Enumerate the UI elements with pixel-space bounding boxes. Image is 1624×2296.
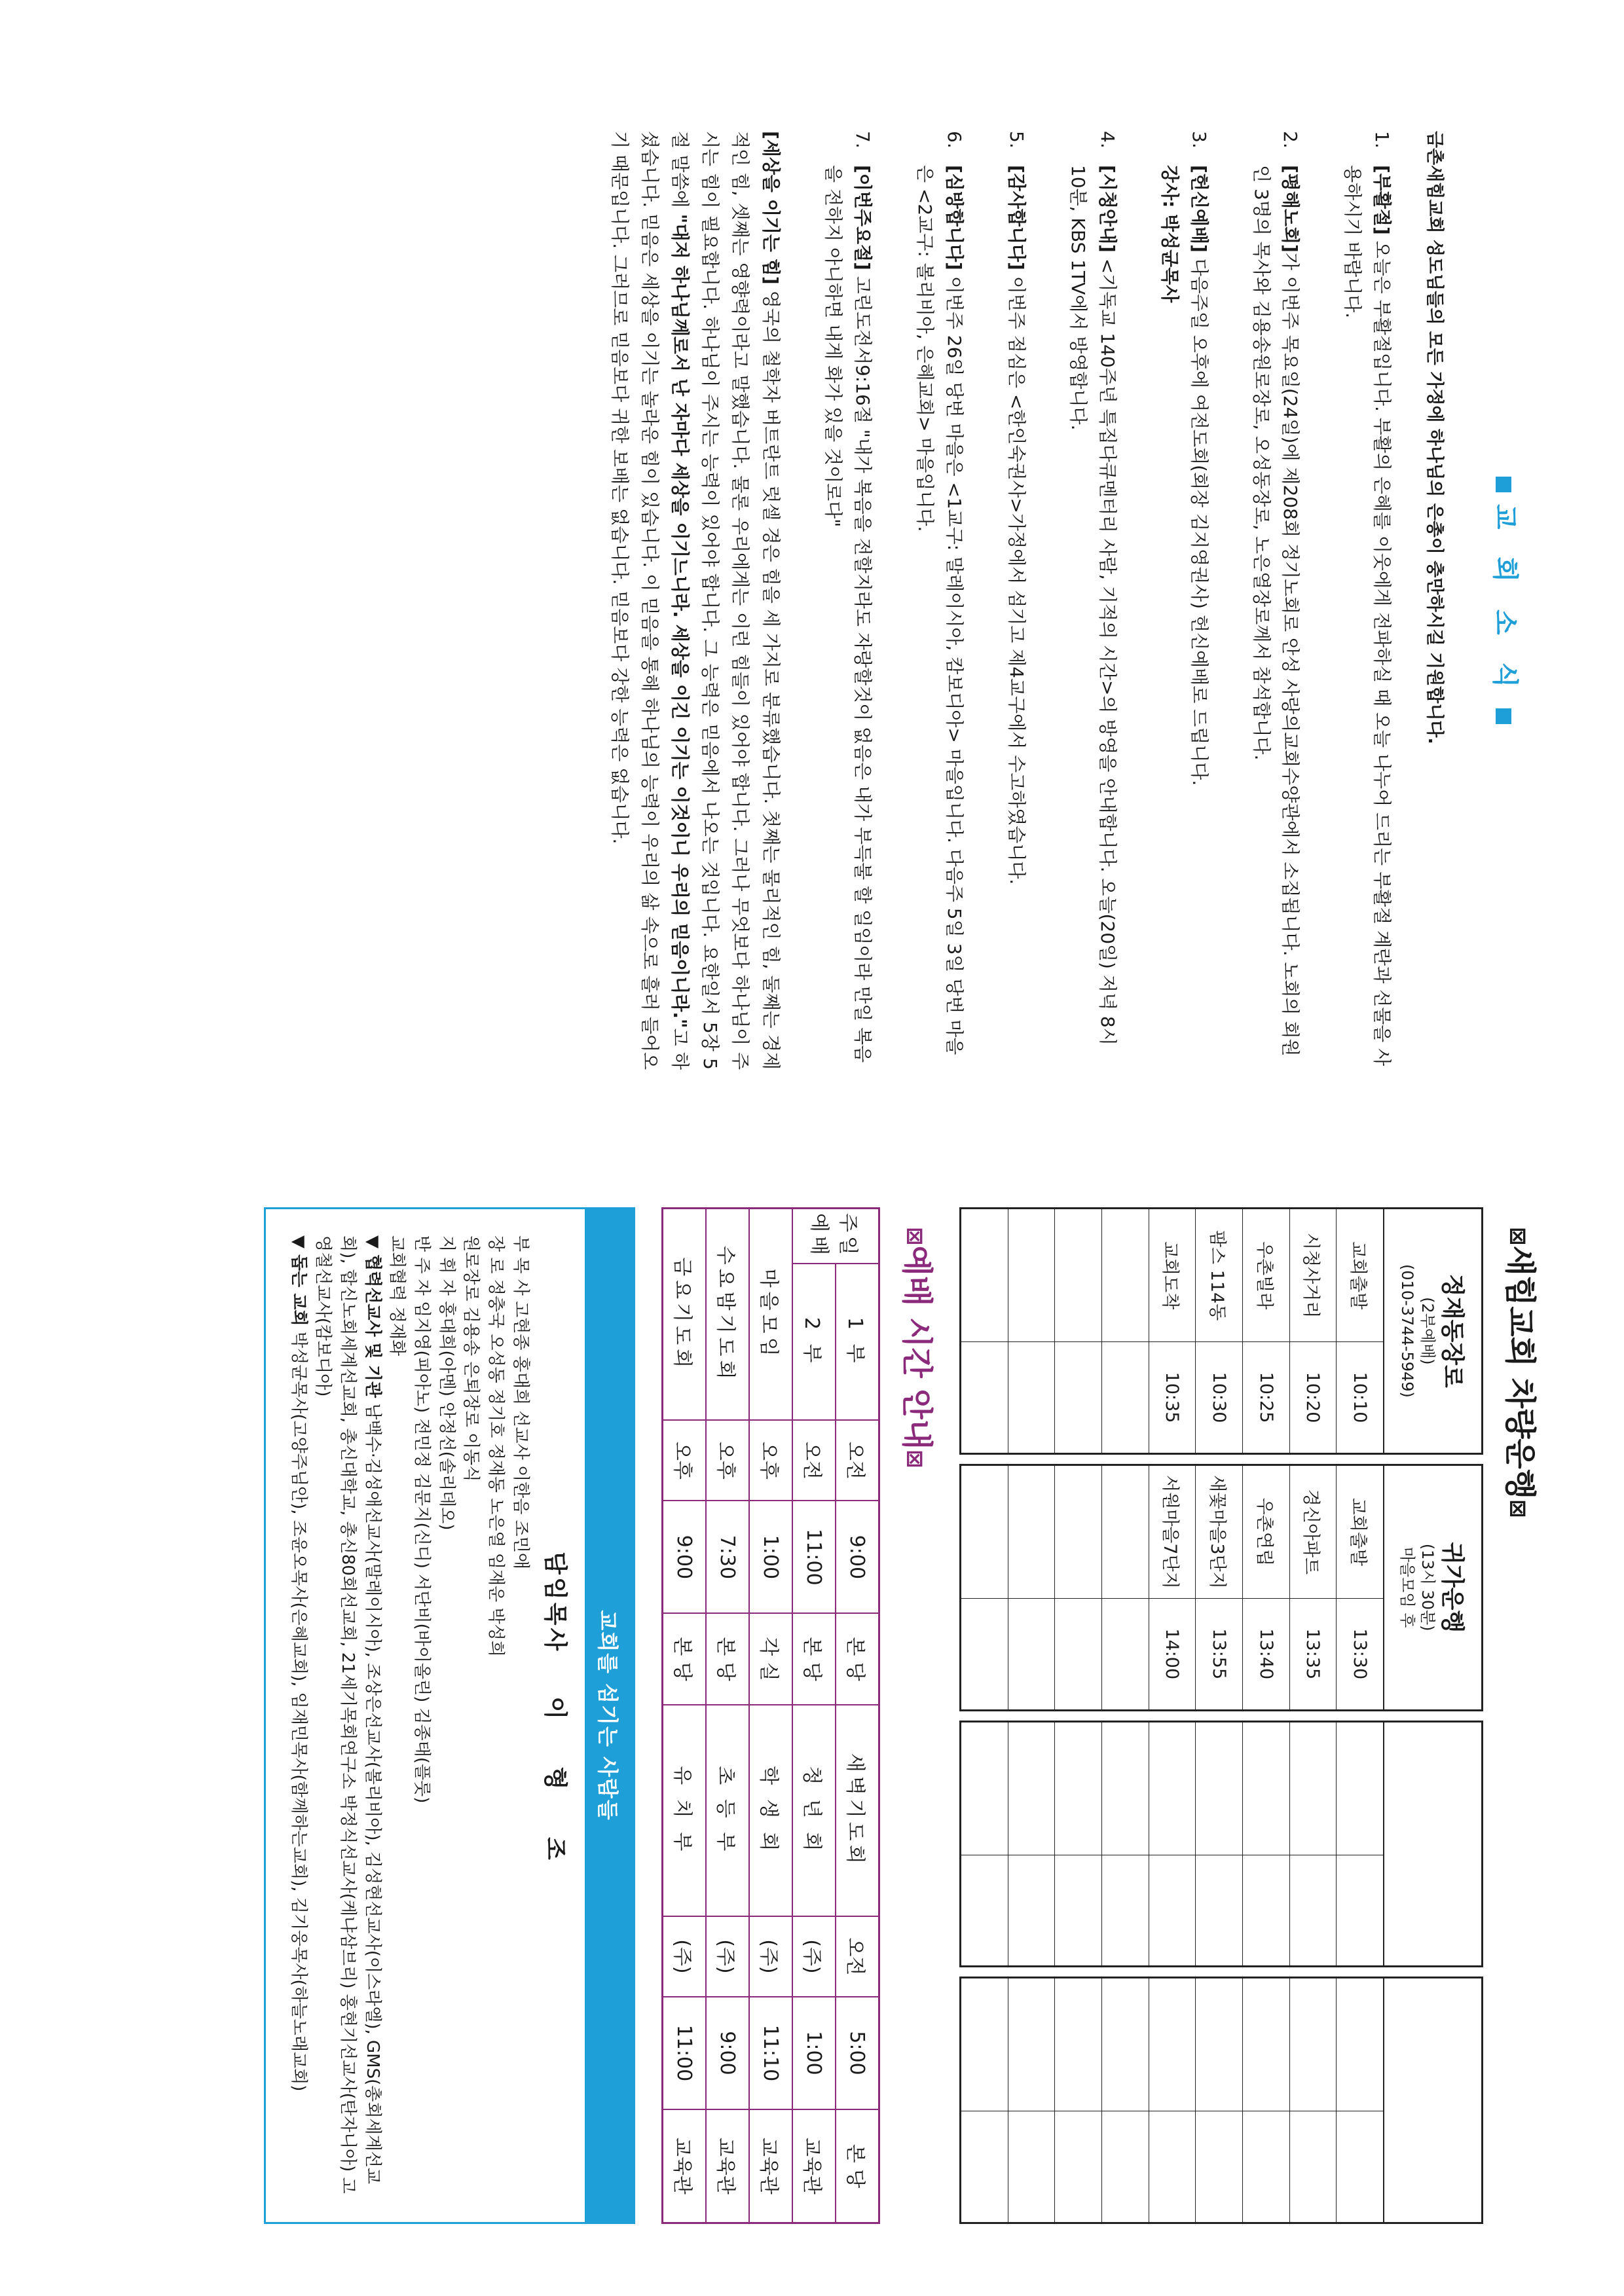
worship-cell: 학 생 회 — [749, 1705, 792, 1916]
church-label: ▼ 돕는 교회 — [288, 1235, 308, 1326]
bus-stop-row — [1195, 1209, 1242, 1453]
bus-stop-place — [1102, 1978, 1149, 2111]
bus-stop-place: 교회출발 — [1337, 1466, 1383, 1599]
news-item-body — [910, 165, 969, 1070]
bus-stop-row — [1289, 1209, 1337, 1453]
worship-cell: 오전 — [836, 1916, 879, 1997]
bus-stop-place — [1243, 1722, 1289, 1855]
bus-stop-time — [1290, 1855, 1337, 1966]
news-item-tag: [감사합니다] — [1005, 165, 1027, 270]
bus-stop-place — [1290, 1722, 1337, 1855]
news-item — [1001, 131, 1031, 1070]
leader-line: 원로장로 김용송 은퇴장로 이동식 — [461, 1235, 481, 1482]
bus-stop-time — [1008, 1342, 1055, 1453]
worship-cell: 새벽기도회 — [836, 1705, 879, 1916]
bus-title: ⊠새힘교회 차량운행⊠ — [1502, 1227, 1538, 1518]
sunday-worship-label: 주일 예배 — [792, 1209, 879, 1264]
worship-cell: 교육관 — [706, 2109, 749, 2223]
closing-rest: 고 하셨습니다. 믿음은 세상을 이기는 놀라운 힘이 있습니다. 이 믿음을 통해 하나님의 능력이 우리의 삶 속으로 흘러 들어오기 때문입니다. 그러므로 믿음보다 귀한 보배는 없습니다. 믿음보다 강한 능력은 없습니다. — [608, 131, 692, 1070]
bus-column-header — [1383, 1209, 1481, 1453]
bus-driver-name: 귀가운행 — [1439, 1542, 1466, 1633]
bus-stop-place — [961, 1209, 1008, 1342]
bus-stop-place: 교회출발 — [1337, 1209, 1383, 1342]
bus-stop-time — [1149, 1855, 1196, 1966]
worship-cell: 초 등 부 — [706, 1705, 749, 1916]
news-item-body — [1063, 165, 1122, 1070]
worship-row — [706, 1209, 749, 2223]
bus-stop-place — [961, 1722, 1008, 1855]
bus-stop-row — [1054, 1466, 1101, 1709]
worship-cell: 교육관 — [792, 2109, 836, 2223]
bus-stop-time: 10:10 — [1350, 1372, 1371, 1423]
worship-cell: 9:00 — [706, 1997, 749, 2109]
worship-cell: 청 년 회 — [792, 1705, 836, 1916]
bus-stop-place — [1102, 1722, 1149, 1855]
bus-stop-row — [1289, 1978, 1337, 2222]
news-item-tag: [시청안내] — [1097, 165, 1119, 253]
bus-stop-time — [1196, 2111, 1242, 2222]
news-item-number: 1. — [1371, 131, 1393, 149]
bus-stop-time — [1337, 2111, 1383, 2222]
box-x-icon: ⊠ — [902, 1227, 928, 1246]
news-item — [819, 131, 877, 1070]
worship-cell: (주) — [706, 1916, 749, 1997]
closing-tag: [세상을 이기는 힘] — [760, 131, 782, 285]
leader-line: 지 휘 자 홍대희(아멘) 안정선(솔리데오) — [436, 1235, 456, 1531]
pastor-name: 이 형 조 — [542, 1696, 568, 1880]
bus-stop-place — [961, 1466, 1008, 1599]
bus-stop-row — [1336, 1209, 1383, 1453]
leaders-title: 교회를 섬기는 사람들 — [585, 1209, 633, 2222]
news-item — [1246, 131, 1305, 1070]
bus-stop-row — [1008, 1466, 1055, 1709]
news-item-number: 7. — [852, 131, 874, 149]
bus-stop-time — [1337, 1855, 1383, 1966]
bus-stop-time: 13:55 — [1209, 1628, 1230, 1680]
bus-stop-row — [961, 1209, 1008, 1453]
church-line — [286, 1235, 310, 2196]
worship-cell: 교육관 — [663, 2109, 707, 2223]
news-item-text: 이번주 26일 당번 마을은 <1교구: 말레이시아, 캄보디아> 마을입니다. 다음주 5일 3일 당번 마을은 <2교구: 볼리비아, 은혜교회> 마을입니다. — [914, 165, 965, 1055]
news-item-tag: [이번주요절] — [852, 165, 874, 270]
news-item — [1154, 131, 1213, 1070]
bus-stop-row — [1336, 1722, 1383, 1966]
bus-stop-time: 10:20 — [1302, 1372, 1323, 1423]
bus-stop-row — [1242, 1978, 1289, 2222]
bus-stop-place: 교회도착 — [1149, 1209, 1196, 1342]
worship-cell: 본 당 — [836, 2109, 879, 2223]
bus-stop-time — [1102, 1599, 1149, 1709]
worship-cell: 금요기도회 — [663, 1209, 707, 1421]
news-item-body — [1246, 165, 1305, 1070]
worship-cell: 본 당 — [836, 1613, 879, 1704]
bus-stop-time — [1149, 2111, 1196, 2222]
box-x-icon: ⊠ — [1505, 1227, 1531, 1246]
leader-line: 장 로 정충국 오성동 정기호 정재동 노은열 임재운 박성희 — [486, 1235, 506, 1657]
bus-stop-place — [1055, 1209, 1101, 1342]
bus-stop-place — [1055, 1722, 1101, 1855]
bus-stop-row — [1008, 1722, 1055, 1966]
bus-stop-place: 새꽃마을3단지 — [1196, 1466, 1242, 1599]
news-item-text: 다음주일 오후에 여전도회(회장 김지영권사) 헌신예배로 드립니다. — [1188, 252, 1210, 786]
closing-paragraph — [604, 131, 786, 1070]
worship-cell: 9:00 — [836, 1501, 879, 1613]
news-item-tag: [헌신예배] — [1188, 165, 1210, 253]
bus-stop-place — [1149, 1978, 1196, 2111]
bus-stop-row — [1054, 1722, 1101, 1966]
worship-cell: 1:00 — [792, 1997, 836, 2109]
bus-stop-place: 팜스 114동 — [1196, 1209, 1242, 1342]
news-item-text: <기독교 140주년 특집다큐멘터리 사람, 기적의 시간>의 방영을 안내합니다. 오늘(20일) 저녁 8시 10분, KBS 1TV에서 방영합니다. — [1067, 165, 1119, 1046]
bus-stop-place — [961, 1978, 1008, 2111]
bus-stop-place — [1008, 1209, 1055, 1342]
bus-stop-row — [1149, 1466, 1196, 1709]
church-text: 박성균목사(고양주님안), 조윤오목사(은혜교회), 임재민목사(함께하는교회), 김기웅목사(하늘노래교회) — [288, 1326, 308, 2092]
bus-stop-row — [1242, 1466, 1289, 1709]
bus-stop-row — [961, 1722, 1008, 1966]
bus-stop-row — [1289, 1722, 1337, 1966]
mission-text: 남백수·김성애선교사(말레이시아), 조상은선교사(볼리비아), 김성현선교사(이스라엘), GMS(총회세계선교회), 합신노회세계선교회, 총신대학교, 총신80회선교회, 21세기목회연구소 박정식선교사(케냐삼브리) 홍현기선교사(탄자니아) 고영철선교사(캄보디아) — [313, 1235, 382, 2194]
bus-stop-time — [1008, 2111, 1055, 2222]
bus-stop-row — [1054, 1209, 1101, 1453]
bus-stop-place — [1337, 1978, 1383, 2111]
bus-stop-time — [1055, 1855, 1101, 1966]
news-item — [1063, 131, 1122, 1070]
worship-cell: (주) — [663, 1916, 707, 1997]
worship-table — [661, 1207, 880, 2224]
bus-stop-row — [1195, 1466, 1242, 1709]
bus-stop-time — [1102, 1855, 1149, 1966]
news-item — [1337, 131, 1396, 1070]
bus-stop-row — [1195, 1722, 1242, 1966]
leader-line: 반 주 자 임지영(피아노) 전민정 김문지(신디) 서단비(바이올린) 김종태(플룻) — [412, 1235, 432, 1804]
bus-stop-row — [1008, 1209, 1055, 1453]
bus-column-header — [1383, 1722, 1481, 1966]
worship-cell: (주) — [792, 1916, 836, 1997]
bus-stop-row — [1242, 1722, 1289, 1966]
bus-stop-row — [1149, 1978, 1196, 2222]
bus-stop-time — [1008, 1599, 1055, 1709]
leaders-box — [264, 1207, 635, 2224]
bus-stop-time — [961, 1855, 1008, 1966]
bus-stop-place — [1196, 1722, 1242, 1855]
worship-cell: 오전 — [836, 1420, 879, 1501]
bus-stop-time: 13:30 — [1350, 1628, 1371, 1680]
bus-stop-time — [1196, 1855, 1242, 1966]
bus-stop-place — [1196, 1978, 1242, 2111]
bus-stop-row — [1195, 1978, 1242, 2222]
news-item-number: 2. — [1280, 131, 1302, 149]
bus-stop-row — [1242, 1209, 1289, 1453]
bus-driver-name: 정재동장로 — [1439, 1273, 1466, 1388]
worship-cell: (주) — [749, 1916, 792, 1997]
square-icon — [1496, 477, 1511, 492]
worship-title: ⊠예배 시간 안내⊠ — [898, 1227, 935, 1468]
bus-stop-row — [1101, 1978, 1149, 2222]
bus-stop-row — [1149, 1209, 1196, 1453]
bus-stop-time — [1102, 2111, 1149, 2222]
news-item-text: 오늘은 부활절입니다. 부활의 은혜를 이웃에게 전파하실 때 오늘 나누어 드리는 부활절 계란과 선물을 사용하시기 바랍니다. — [1342, 165, 1393, 1066]
box-x-icon: ⊠ — [902, 1449, 928, 1468]
worship-cell: 오후 — [706, 1420, 749, 1501]
news-item-body — [819, 165, 877, 1070]
bus-stop-place: 서원마을7단지 — [1149, 1466, 1196, 1599]
worship-cell: 본 당 — [663, 1613, 707, 1704]
bus-stop-row — [1101, 1466, 1149, 1709]
worship-cell: 오후 — [749, 1420, 792, 1501]
bus-stop-time — [1008, 1855, 1055, 1966]
bus-stop-place — [1149, 1722, 1196, 1855]
bus-stop-row — [1289, 1466, 1337, 1709]
leaders-body — [266, 1209, 585, 2222]
news-item-body — [1001, 165, 1031, 1070]
worship-cell: 교육관 — [749, 2109, 792, 2223]
worship-cell: 1 부 — [836, 1264, 879, 1420]
closing-text: 영국의 철학자 버트란트 럿셀 경은 힘을 세 가지로 분류했습니다. 첫째는 물리적인 힘, 둘째는 경제적인 힘, 셋째는 영향력이라고 말했습니다. 물론 우리에게는 이런 힘들이 있어야 합니다. 그러나 무엇보다 하나님이 주시는 힘이 필요합니다. 하나님이 주시는 능력이 있어야 합니다. 그 능력은 믿음에서 나오는 것입니다. 요한일서 5장 5절 말씀에 — [669, 131, 782, 1070]
bus-stop-place — [1008, 1722, 1055, 1855]
news-item-body — [1337, 165, 1396, 1070]
bus-column — [959, 1721, 1483, 1968]
bus-stop-row — [1008, 1978, 1055, 2222]
bus-column-sub2: (010-3744-5949) — [1397, 1264, 1416, 1398]
bus-stop-place — [1243, 1978, 1289, 2111]
leaders-lines — [384, 1235, 532, 2196]
bus-column — [959, 1977, 1483, 2224]
bus-stop-time: 13:35 — [1302, 1628, 1323, 1680]
worship-cell: 유 치 부 — [663, 1705, 707, 1916]
worship-cell: 7:30 — [706, 1501, 749, 1613]
bus-stop-place — [1055, 1978, 1101, 2111]
worship-row — [792, 1209, 836, 2223]
worship-cell: 9:00 — [663, 1501, 707, 1613]
bus-column-sub1: (13시 30분) — [1418, 1543, 1437, 1631]
bus-stop-time — [961, 1599, 1008, 1709]
news-intro: 금촌새힘교회 성도님들의 모든 가정에 하나님의 은총이 충만하시길 기원합니다. — [1424, 131, 1445, 744]
worship-row — [749, 1209, 792, 2223]
news-item-body — [1154, 165, 1213, 1070]
bus-stop-time — [1102, 1342, 1149, 1453]
news-list — [819, 131, 1396, 1070]
bus-stop-place — [1055, 1466, 1101, 1599]
bus-stop-time: 10:30 — [1209, 1372, 1230, 1423]
news-item-tag: [부활절] — [1371, 165, 1393, 235]
bus-stop-row — [1336, 1466, 1383, 1709]
bus-stop-place — [1008, 1978, 1055, 2111]
bus-column-sub2: 마을모임 후 — [1397, 1546, 1416, 1628]
news-item-tag: [평해노회] — [1280, 165, 1302, 253]
bus-column-sub1: (2부예배) — [1418, 1297, 1437, 1365]
worship-cell: 각 실 — [749, 1613, 792, 1704]
square-icon — [1496, 708, 1511, 724]
bus-stop-time: 10:35 — [1162, 1372, 1183, 1423]
bus-column-header — [1383, 1466, 1481, 1709]
worship-cell: 11:00 — [663, 1997, 707, 2109]
bus-stop-place — [1290, 1978, 1337, 2111]
senior-pastor — [538, 1235, 572, 2196]
worship-cell: 1:00 — [749, 1501, 792, 1613]
closing-quote: "대저 하나님께로서 난 자마다 세상을 이기느니라. 세상을 이긴 이기는 이것이니 우리의 믿음이니라." — [669, 213, 692, 1029]
bus-stop-time — [1055, 2111, 1101, 2222]
news-item-number: 4. — [1097, 131, 1119, 149]
news-item-text: 가 이번주 목요일(24일)에 제208회 정기노회로 안성 사랑의교회수양관에서 소집됩니다. 노회의 회원인 3명의 목사와 김용송원로장로, 오성동장로, 노은열장로께서 참석합니다. — [1250, 165, 1302, 1057]
worship-cell: 오후 — [663, 1420, 707, 1501]
bus-stop-row — [961, 1978, 1008, 2222]
news-item-speaker: 강사: 박성균목사 — [1159, 165, 1181, 303]
bus-stop-place: 경신아파트 — [1290, 1466, 1337, 1599]
bus-stop-place — [1337, 1722, 1383, 1855]
leader-line: 교회협력 정재화 — [387, 1235, 407, 1357]
bus-stop-time — [1243, 2111, 1289, 2222]
worship-cell: 수요밤기도회 — [706, 1209, 749, 1421]
bus-stop-row — [1101, 1722, 1149, 1966]
bus-stop-place — [1008, 1466, 1055, 1599]
bus-stop-time — [1290, 2111, 1337, 2222]
bus-stop-time: 14:00 — [1162, 1628, 1183, 1680]
worship-cell: 마을모임 — [749, 1209, 792, 1421]
worship-cell: 본 당 — [706, 1613, 749, 1704]
worship-row — [663, 1209, 707, 2223]
bus-column — [959, 1464, 1483, 1711]
bus-stop-time: 10:25 — [1255, 1372, 1276, 1423]
news-item-text: 고린도전서9:16절 "내가 복음을 전할지라도 자랑할것이 없음은 내가 부득불 할 일임이라 만일 복음을 전하지 아니하면 내게 화가 있을 것이로다" — [822, 165, 874, 1063]
news-item — [910, 131, 969, 1070]
bus-stop-row — [1054, 1978, 1101, 2222]
bus-stop-row — [1149, 1722, 1196, 1966]
worship-cell: 5:00 — [836, 1997, 879, 2109]
bus-stop-row — [1101, 1209, 1149, 1453]
bus-column-header — [1383, 1978, 1481, 2222]
news-item-tag: [심방합니다] — [943, 165, 965, 270]
news-item-number: 6. — [943, 131, 965, 149]
box-x-icon: ⊠ — [1505, 1499, 1531, 1518]
bus-stop-row — [961, 1466, 1008, 1709]
news-item-number: 3. — [1188, 131, 1210, 149]
bus-schedule — [959, 1207, 1483, 2224]
pastor-label: 담임목사 — [542, 1552, 568, 1654]
right-panel — [0, 1148, 1624, 2296]
bus-stop-time — [1055, 1599, 1101, 1709]
bus-stop-row — [1336, 1978, 1383, 2222]
bus-stop-time — [1243, 1855, 1289, 1966]
worship-cell: 본 당 — [792, 1613, 836, 1704]
bus-stop-place: 우촌연립 — [1243, 1466, 1289, 1599]
bus-stop-time — [1055, 1342, 1101, 1453]
bus-stop-time: 13:40 — [1255, 1628, 1276, 1680]
bus-stop-place: 시청사거리 — [1290, 1209, 1337, 1342]
worship-cell: 11:10 — [749, 1997, 792, 2109]
bus-stop-place — [1102, 1209, 1149, 1342]
mission-label: ▼ 협력선교사 및 기관 — [362, 1235, 382, 1398]
bus-column — [959, 1207, 1483, 1455]
bus-stop-time — [961, 2111, 1008, 2222]
worship-cell: 11:00 — [792, 1501, 836, 1613]
worship-cell: 2 부 — [792, 1264, 836, 1420]
news-item-number: 5. — [1005, 131, 1027, 149]
leader-line: 부 목 사 고현종 홍대희 선교사 이한음 조민애 — [510, 1235, 530, 1569]
news-title: 교 회 소 식 — [1488, 131, 1526, 1070]
bus-stop-place: 우촌빌라 — [1243, 1209, 1289, 1342]
bus-stop-time — [961, 1342, 1008, 1453]
mission-line — [310, 1235, 384, 2196]
worship-row — [836, 1209, 879, 2223]
bus-stop-place — [1102, 1466, 1149, 1599]
news-item-text: 이번주 점심은 <한인숙권사>가정에서 섬기고 제4교구에서 수고하였습니다. — [1005, 270, 1027, 885]
worship-cell: 오전 — [792, 1420, 836, 1501]
